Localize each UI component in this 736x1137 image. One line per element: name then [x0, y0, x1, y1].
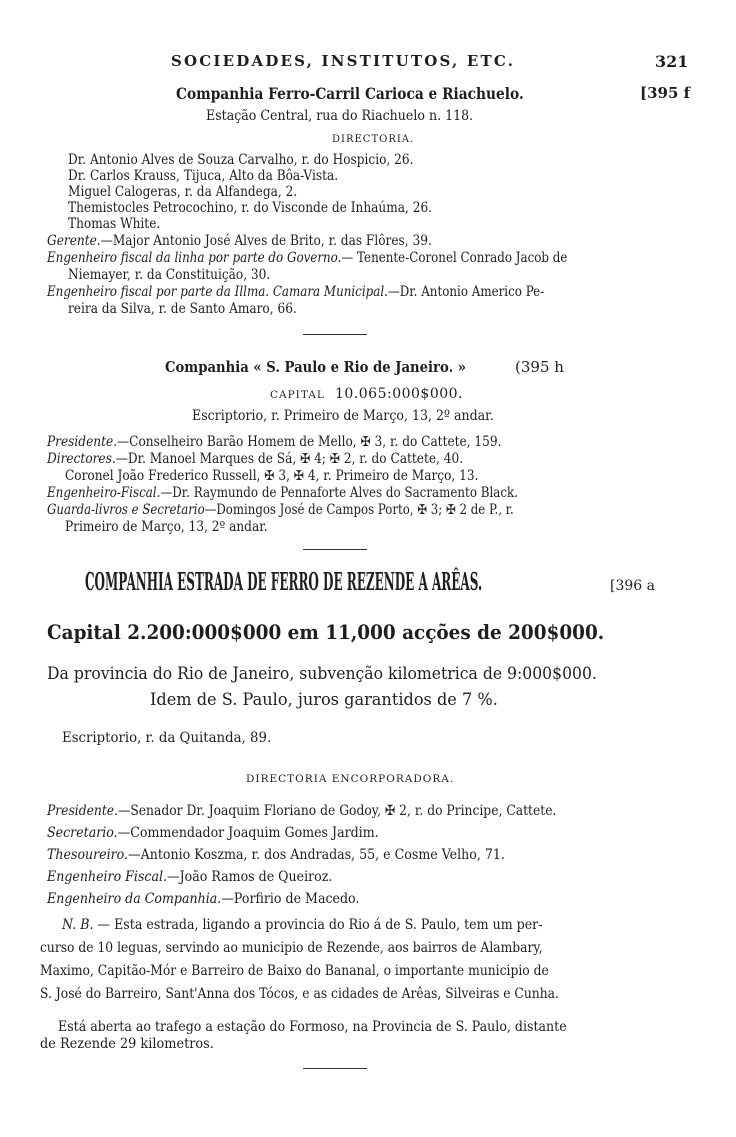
manager-role: Gerente.	[47, 233, 101, 249]
rezende-ref: [396 a	[610, 578, 655, 594]
engineer-mun-line	[47, 284, 612, 300]
bookkeeper-role: Guarda-livros e Secretario	[47, 502, 205, 518]
sp-rio-directors	[47, 451, 509, 467]
director-line: Miguel Calogeras, r. da Alfandega, 2.	[68, 184, 298, 200]
fiscal-engineer-text: —João Ramos de Queiroz.	[167, 869, 333, 885]
engineer-gov-role: Engenheiro fiscal da linha por parte do Governo.	[47, 250, 342, 266]
company-engineer-role: Engenheiro da Companhia.	[47, 891, 222, 907]
rezende-subsidy-rj: Da provincia do Rio de Janeiro, subvenção kilometrica de 9:000$000.	[47, 664, 597, 684]
separator-rule	[303, 1068, 367, 1069]
sp-rio-bookkeeper	[47, 502, 583, 518]
separator-rule	[303, 549, 367, 550]
director-line: Themistocles Petrocochino, r. do Visconde de Inhaúma, 26.	[68, 200, 433, 216]
manager-text: —Major Antonio José Alves de Brito, r. das Flôres, 39.	[100, 233, 432, 249]
rezende-directorate-label: DIRECTORIA ENCORPORADORA.	[246, 773, 455, 785]
directors-text: —Dr. Manoel Marques de Sá, ✠ 4; ✠ 2, r. do Cattete, 40.	[115, 451, 464, 467]
ferro-carril-directorate-label: DIRECTORIA.	[332, 134, 415, 145]
director-line: Thomas White.	[68, 216, 161, 232]
rezende-title: COMPANHIA ESTRADA DE FERRO DE REZENDE A ARÊAS.	[85, 567, 483, 596]
nb-label: N. B.	[62, 917, 94, 933]
engineer-gov-cont: Niemayer, r. da Constituição, 30.	[68, 267, 271, 283]
sp-rio-director-2: Coronel João Frederico Russell, ✠ 3, ✠ 4, r. Primeiro de Março, 13.	[65, 468, 479, 484]
nb-line: Maximo, Capitão-Mór e Barreiro de Baixo do Bananal, o importante municipio de	[40, 963, 549, 979]
engineer-gov-line	[47, 250, 638, 266]
rezende-treasurer	[47, 847, 556, 863]
nb-line: N. B. — Esta estrada, ligando a provincia do Rio á de S. Paulo, tem um per-	[62, 917, 543, 933]
separator-rule	[303, 334, 367, 335]
treasurer-text: —Antonio Koszma, r. dos Andradas, 55, e Cosme Velho, 71.	[128, 847, 505, 863]
ferro-carril-ref: [395 f	[640, 84, 691, 102]
sp-rio-engineer	[47, 485, 582, 501]
engineer-mun-text: —Dr. Antonio Americo Pe-	[387, 284, 545, 300]
engineer-text: —Dr. Raymundo de Pennaforte Alves do Sacramento Black.	[160, 485, 518, 501]
section-title: SOCIEDADES, INSTITUTOS, ETC.	[171, 52, 516, 70]
rezende-fiscal-engineer	[47, 869, 364, 885]
sp-rio-office: Escriptorio, r. Primeiro de Março, 13, 2º andar.	[192, 408, 494, 424]
manager-line	[47, 233, 475, 249]
president-text: —Conselheiro Barão Homem de Mello, ✠ 3, r. do Cattete, 159.	[117, 434, 502, 450]
company-engineer-text: —Porfirio de Macedo.	[221, 891, 360, 907]
president-role: Presidente.	[47, 434, 118, 450]
sp-rio-capital-label: CAPITAL	[270, 389, 325, 401]
fiscal-engineer-role: Engenheiro Fiscal.	[47, 869, 168, 885]
directors-role: Directores.	[47, 451, 116, 467]
engineer-mun-role: Engenheiro fiscal por parte da Illma. Camara Municipal.	[47, 284, 388, 300]
director-line: Dr. Antonio Alves de Souza Carvalho, r. do Hospicio, 26.	[68, 152, 414, 168]
secretary-text: —Commendador Joaquim Gomes Jardim.	[117, 825, 379, 841]
page-number: 321	[655, 52, 689, 71]
rezende-office: Escriptorio, r. da Quitanda, 89.	[62, 730, 272, 746]
engineer-role: Engenheiro-Fiscal.	[47, 485, 161, 501]
sp-rio-ref: (395 h	[515, 358, 564, 376]
engineer-mun-cont: reira da Silva, r. de Santo Amaro, 66.	[68, 301, 297, 317]
nb-line: S. José do Barreiro, Sant'Anna dos Tócos, e as cidades de Arêas, Silveiras e Cunha.	[40, 986, 559, 1002]
ferro-carril-station: Estação Central, rua do Riachuelo n. 118.	[206, 108, 474, 124]
rezende-subsidy-sp: Idem de S. Paulo, juros garantidos de 7 %.	[150, 690, 498, 710]
open-line: de Rezende 29 kilometros.	[40, 1036, 214, 1052]
sp-rio-president	[47, 434, 552, 450]
rezende-president	[47, 803, 626, 819]
rezende-secretary	[47, 825, 416, 841]
ferro-carril-title: Companhia Ferro-Carril Carioca e Riachuelo.	[176, 84, 524, 103]
sp-rio-capital-value: 10.065:000$000.	[335, 386, 464, 402]
engineer-gov-text: — Tenente-Coronel Conrado Jacob de	[341, 250, 568, 266]
sp-rio-bookkeeper-cont: Primeiro de Março, 13, 2º andar.	[65, 519, 268, 535]
open-line: Está aberta ao trafego a estação do Formoso, na Provincia de S. Paulo, distante	[58, 1019, 567, 1035]
treasurer-role: Thesoureiro.	[47, 847, 129, 863]
director-line: Dr. Carlos Krauss, Tijuca, Alto da Bôa-Vista.	[68, 168, 339, 184]
rezende-capital: Capital 2.200:000$000 em 11,000 acções de 200$000.	[47, 620, 605, 644]
rezende-company-engineer	[47, 891, 394, 907]
secretary-role: Secretario.	[47, 825, 118, 841]
bookkeeper-text: —Domingos José de Campos Porto, ✠ 3; ✠ 2 de P., r.	[204, 502, 514, 518]
president-text: —Senador Dr. Joaquim Floriano de Godoy, ✠ 2, r. do Principe, Cattete.	[118, 803, 557, 819]
sp-rio-title: Companhia « S. Paulo e Rio de Janeiro. »	[165, 358, 467, 376]
president-role: Presidente.	[47, 803, 119, 819]
nb-line: curso de 10 leguas, servindo ao municipio de Rezende, aos bairros de Alambary,	[40, 940, 543, 956]
